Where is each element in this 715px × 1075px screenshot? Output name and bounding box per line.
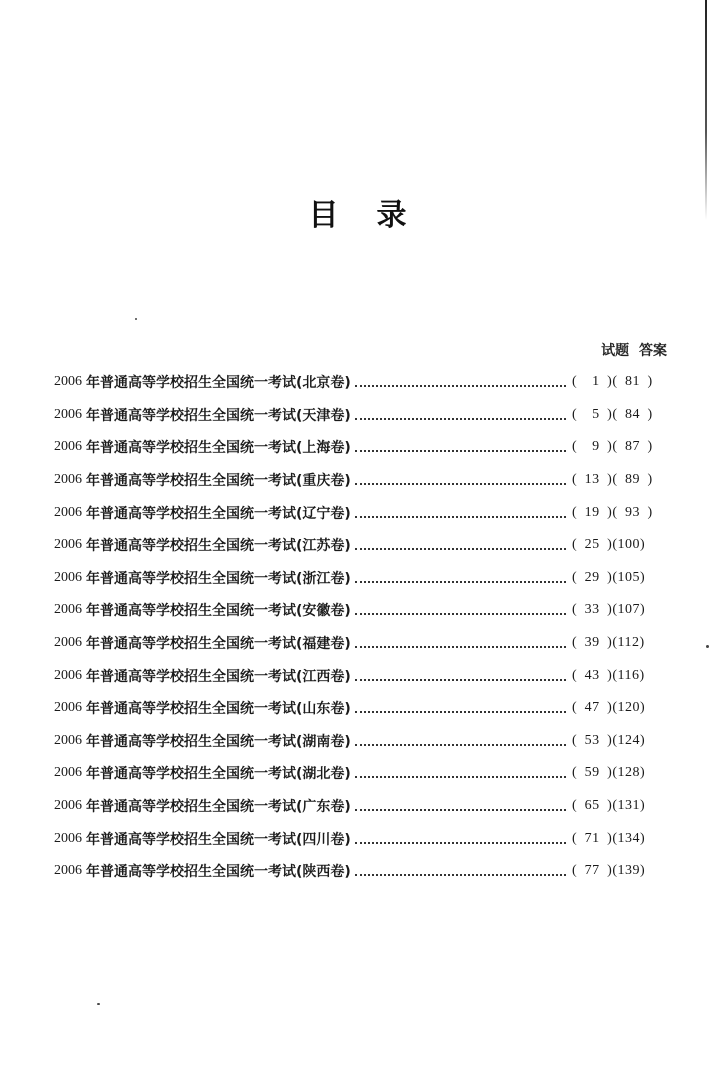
toc-entry[interactable] — [54, 594, 664, 627]
toc-answer-page: 81 — [625, 374, 640, 390]
toc-leader-dots — [355, 644, 566, 648]
toc-entry[interactable] — [54, 399, 664, 432]
toc-question-page: 59 — [584, 765, 600, 781]
toc-answer-page: 128 — [617, 765, 640, 781]
toc-entry-year: 2006 — [54, 863, 82, 879]
toc-question-page: 71 — [584, 830, 600, 846]
toc-entry-pages: ( 25 )(100) — [572, 537, 646, 553]
toc-entry-year: 2006 — [54, 439, 82, 455]
column-header-questions: 试题 — [601, 343, 630, 359]
toc-entry[interactable] — [54, 496, 664, 529]
toc-answer-page: 105 — [617, 569, 640, 585]
toc-question-page: 5 — [592, 406, 600, 422]
toc-answer-page: 120 — [617, 700, 640, 716]
toc-entry-title: 年普通高等学校招生全国统一考试(江苏卷) — [86, 538, 351, 555]
toc-list — [54, 366, 664, 888]
toc-entry-pages: ( 19 )( 93 ) — [572, 504, 653, 520]
toc-answer-page: 87 — [625, 439, 640, 455]
toc-answer-page: 100 — [617, 537, 640, 553]
column-header — [596, 340, 667, 360]
toc-entry-year: 2006 — [54, 569, 82, 585]
toc-entry[interactable] — [54, 659, 664, 692]
scan-speck — [97, 1003, 100, 1005]
toc-question-page: 39 — [584, 635, 600, 651]
toc-entry-pages: ( 65 )(131) — [572, 798, 646, 814]
toc-entry[interactable] — [54, 692, 664, 725]
toc-leader-dots — [355, 579, 566, 583]
toc-entry-year: 2006 — [54, 504, 82, 520]
toc-leader-dots — [355, 416, 566, 420]
toc-entry-year: 2006 — [54, 472, 82, 488]
page-title: 目录 — [308, 198, 445, 233]
toc-leader-dots — [355, 677, 566, 681]
toc-entry-title: 年普通高等学校招生全国统一考试(广东卷) — [86, 799, 351, 816]
toc-answer-page: 89 — [625, 472, 640, 488]
toc-entry-year: 2006 — [54, 700, 82, 716]
toc-entry-year: 2006 — [54, 765, 82, 781]
toc-answer-page: 116 — [617, 667, 640, 683]
toc-question-page: 77 — [584, 863, 600, 879]
scan-edge-line — [705, 0, 707, 220]
toc-entry[interactable] — [54, 562, 664, 595]
toc-entry-year: 2006 — [54, 798, 82, 814]
scan-speck — [706, 645, 709, 648]
toc-leader-dots — [355, 611, 566, 615]
toc-entry-year: 2006 — [54, 406, 82, 422]
toc-answer-page: 84 — [625, 406, 640, 422]
toc-entry-year: 2006 — [54, 830, 82, 846]
toc-entry-year: 2006 — [54, 537, 82, 553]
toc-entry-pages: ( 9 )( 87 ) — [572, 439, 653, 455]
toc-leader-dots — [355, 774, 566, 778]
toc-entry-pages: ( 43 )(116) — [572, 667, 645, 683]
toc-question-page: 43 — [584, 667, 600, 683]
toc-answer-page: 93 — [625, 504, 640, 520]
toc-entry-year: 2006 — [54, 602, 82, 618]
toc-entry-title: 年普通高等学校招生全国统一考试(湖南卷) — [86, 733, 351, 750]
toc-entry-title: 年普通高等学校招生全国统一考试(陕西卷) — [86, 864, 351, 881]
toc-entry[interactable] — [54, 855, 664, 888]
toc-question-page: 65 — [584, 798, 600, 814]
toc-entry[interactable] — [54, 822, 664, 855]
toc-entry-year: 2006 — [54, 667, 82, 683]
toc-answer-page: 134 — [617, 830, 640, 846]
toc-leader-dots — [355, 448, 566, 452]
toc-entry[interactable] — [54, 757, 664, 790]
toc-entry-pages: ( 1 )( 81 ) — [572, 374, 653, 390]
toc-entry-title: 年普通高等学校招生全国统一考试(四川卷) — [86, 831, 351, 848]
toc-entry-pages: ( 59 )(128) — [572, 765, 646, 781]
toc-entry-title: 年普通高等学校招生全国统一考试(上海卷) — [86, 440, 351, 457]
toc-answer-page: 139 — [617, 863, 640, 879]
toc-entry-pages: ( 71 )(134) — [572, 830, 646, 846]
toc-entry-title: 年普通高等学校招生全国统一考试(山东卷) — [86, 701, 351, 718]
scan-speck — [135, 318, 137, 320]
toc-question-page: 33 — [584, 602, 600, 618]
toc-question-page: 13 — [584, 472, 600, 488]
toc-leader-dots — [355, 481, 566, 485]
toc-leader-dots — [355, 807, 566, 811]
toc-entry-title: 年普通高等学校招生全国统一考试(福建卷) — [86, 636, 351, 653]
toc-question-page: 19 — [584, 504, 600, 520]
toc-leader-dots — [355, 709, 566, 713]
toc-entry[interactable] — [54, 725, 664, 758]
toc-entry-title: 年普通高等学校招生全国统一考试(安徽卷) — [86, 603, 351, 620]
toc-entry-pages: ( 5 )( 84 ) — [572, 406, 653, 422]
toc-leader-dots — [355, 546, 566, 550]
toc-entry-title: 年普通高等学校招生全国统一考试(重庆卷) — [86, 473, 351, 490]
toc-entry-pages: ( 29 )(105) — [572, 569, 646, 585]
toc-entry-pages: ( 77 )(139) — [572, 863, 646, 879]
toc-entry-pages: ( 13 )( 89 ) — [572, 472, 653, 488]
toc-entry-title: 年普通高等学校招生全国统一考试(北京卷) — [86, 375, 351, 392]
toc-entry[interactable] — [54, 627, 664, 660]
toc-answer-page: 131 — [617, 798, 640, 814]
toc-leader-dots — [355, 840, 566, 844]
toc-answer-page: 112 — [617, 635, 640, 651]
toc-entry-title: 年普通高等学校招生全国统一考试(天津卷) — [86, 407, 351, 424]
toc-entry-year: 2006 — [54, 732, 82, 748]
toc-question-page: 1 — [592, 374, 600, 390]
toc-leader-dots — [355, 514, 566, 518]
toc-answer-page: 107 — [617, 602, 640, 618]
toc-question-page: 29 — [584, 569, 600, 585]
toc-entry-title: 年普通高等学校招生全国统一考试(辽宁卷) — [86, 505, 351, 522]
toc-leader-dots — [355, 383, 566, 387]
toc-entry-pages: ( 53 )(124) — [572, 732, 646, 748]
toc-entry-year: 2006 — [54, 374, 82, 390]
toc-entry-title: 年普通高等学校招生全国统一考试(江西卷) — [86, 668, 351, 685]
toc-question-page: 25 — [584, 537, 600, 553]
toc-question-page: 53 — [584, 732, 600, 748]
column-header-answers: 答案 — [639, 343, 667, 359]
toc-entry-pages: ( 33 )(107) — [572, 602, 646, 618]
toc-entry[interactable] — [54, 464, 664, 497]
toc-entry[interactable] — [54, 529, 664, 562]
toc-entry-title: 年普通高等学校招生全国统一考试(浙江卷) — [86, 570, 351, 587]
toc-entry-pages: ( 39 )(112) — [572, 635, 645, 651]
toc-entry[interactable] — [54, 366, 664, 399]
toc-entry-pages: ( 47 )(120) — [572, 700, 646, 716]
toc-entry-title: 年普通高等学校招生全国统一考试(湖北卷) — [86, 766, 351, 783]
toc-question-page: 47 — [584, 700, 600, 716]
toc-leader-dots — [355, 742, 566, 746]
toc-leader-dots — [355, 872, 566, 876]
toc-question-page: 9 — [592, 439, 600, 455]
toc-entry[interactable] — [54, 790, 664, 823]
toc-answer-page: 124 — [617, 732, 640, 748]
toc-entry[interactable] — [54, 431, 664, 464]
toc-entry-year: 2006 — [54, 635, 82, 651]
